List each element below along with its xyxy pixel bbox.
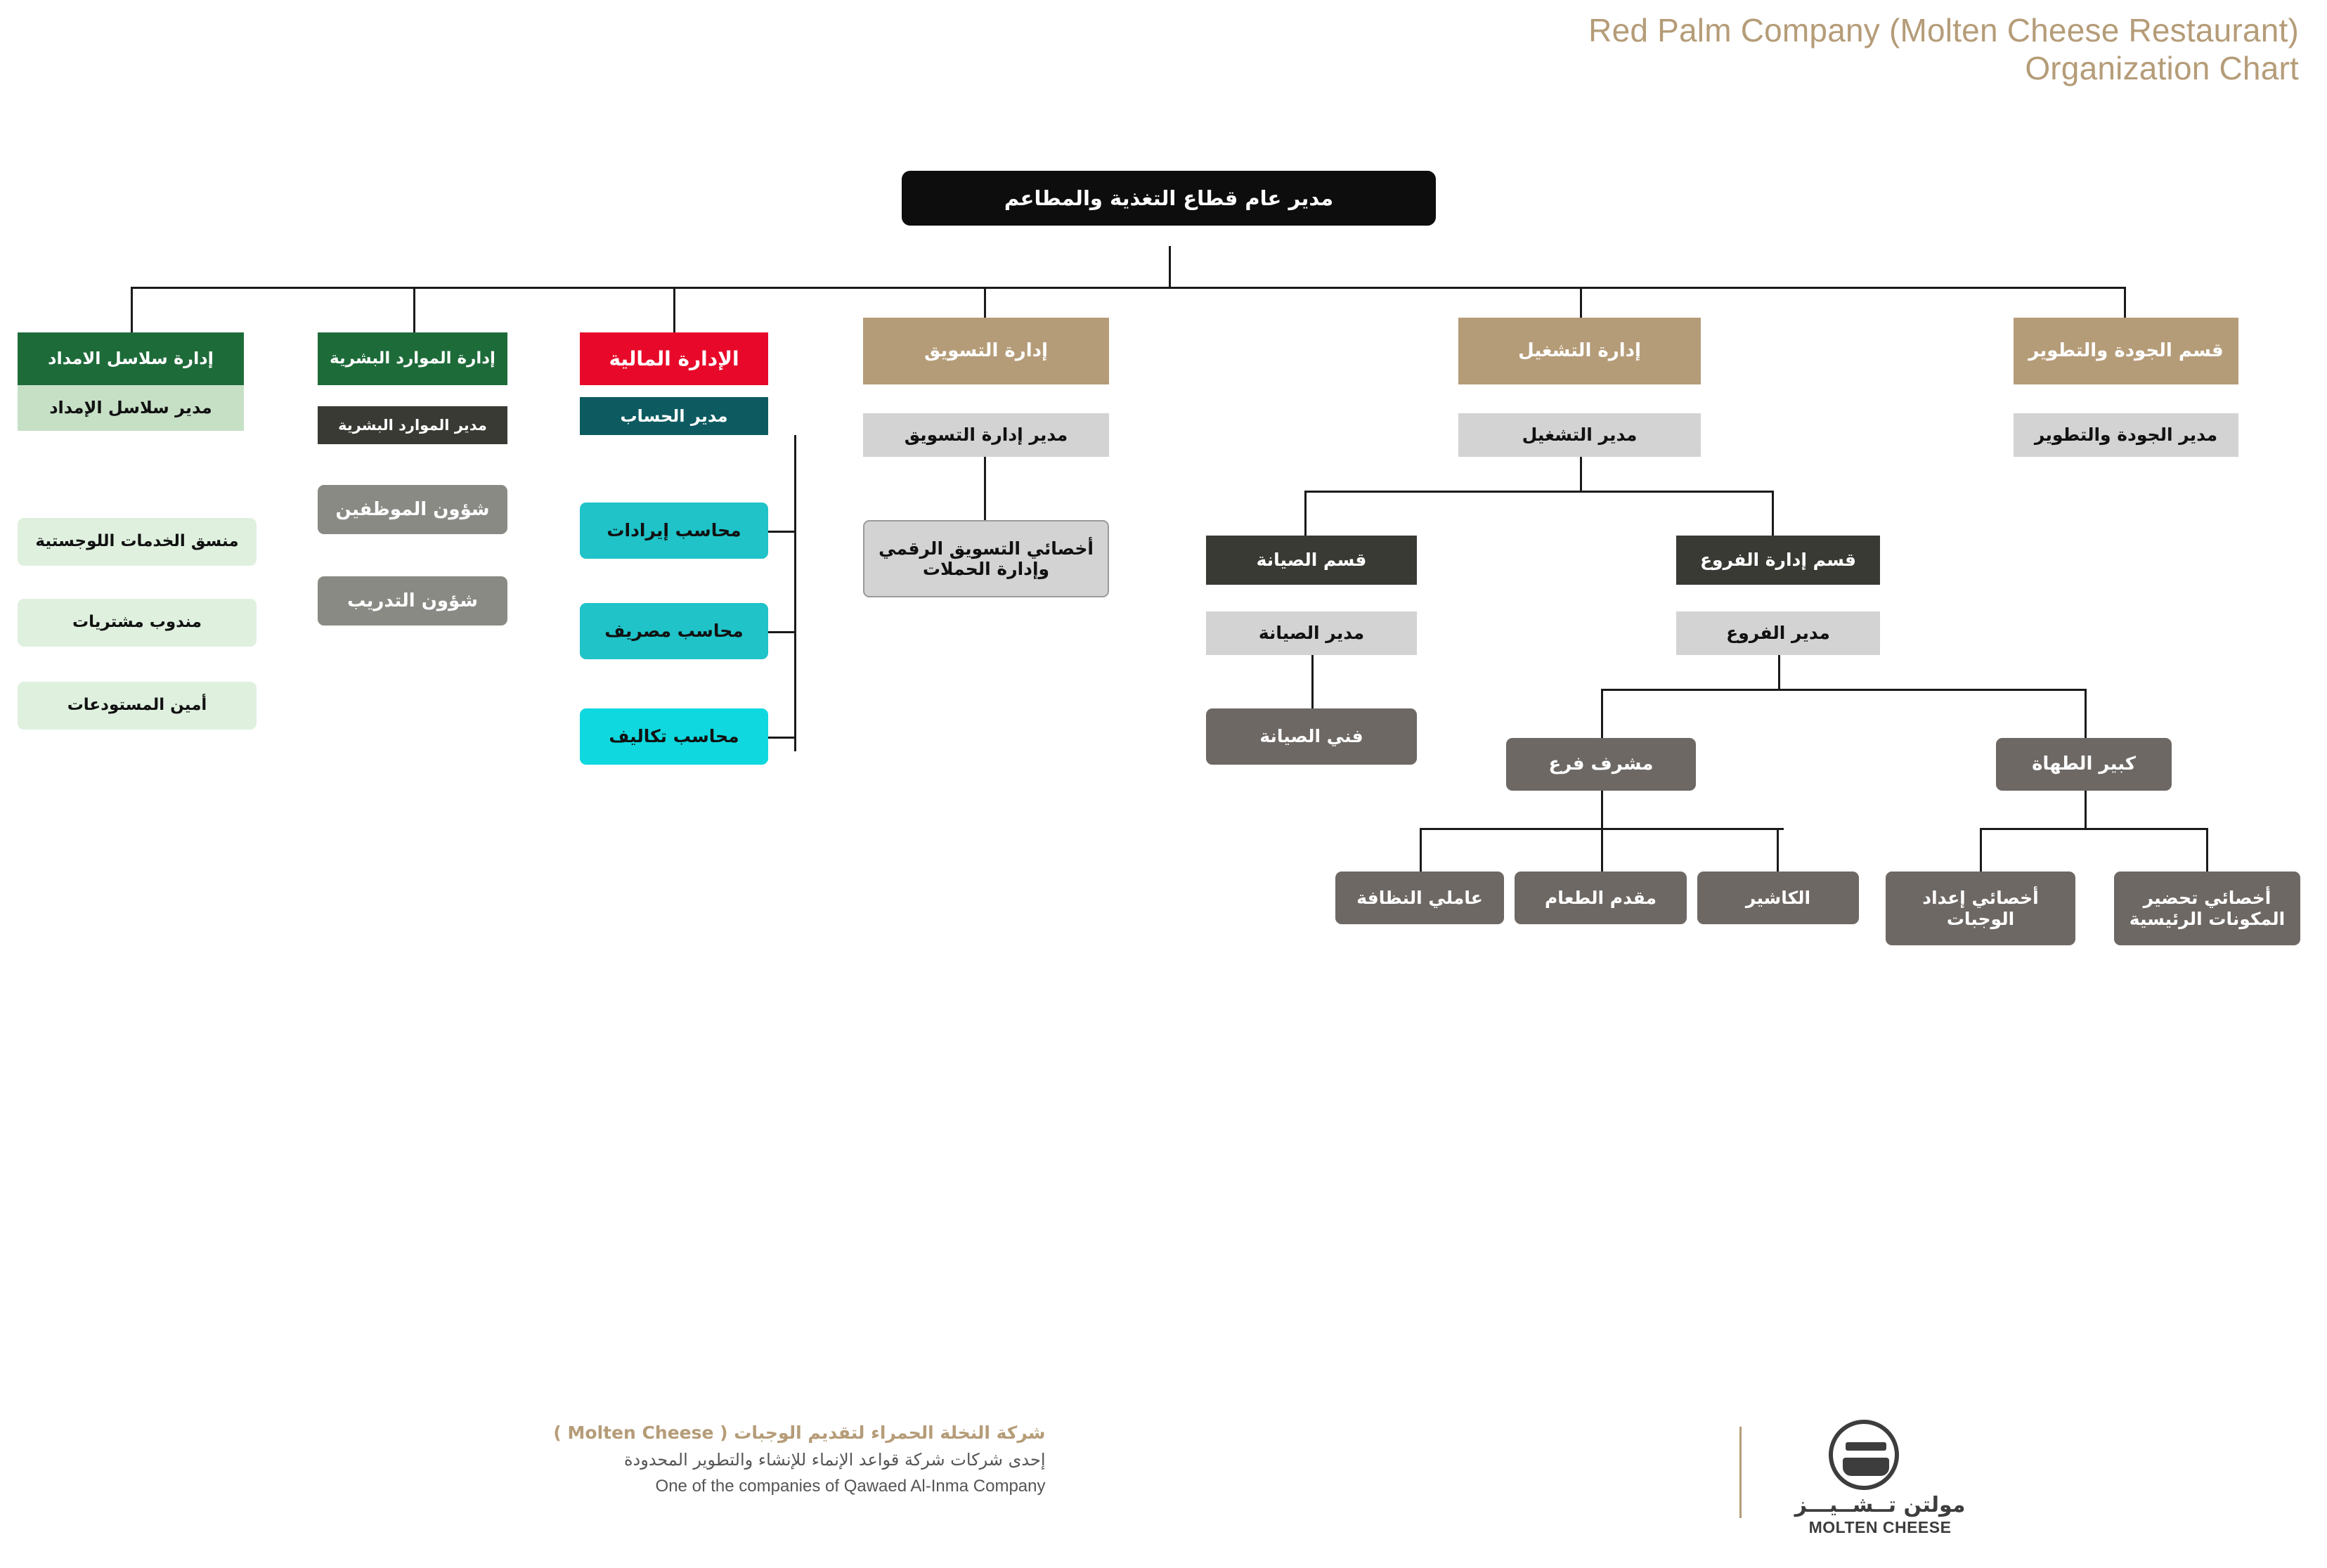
node-ingredient-prep-specialist-label: أخصائي تحضير المكونات الرئيسية [2129,888,2286,929]
footer-line-1: شركة النخلة الحمراء لتقديم الوجبات ( Molten Cheese ) [553,1423,1046,1443]
section-maintenance-manager-label: مدير الصيانة [1258,623,1365,644]
dept-marketing-header-label: إدارة التسويق [924,340,1048,362]
footer-text-block [553,1420,1045,1499]
node-food-server-label: مقدم الطعام [1544,887,1657,908]
title-line-1: Red Palm Company (Molten Cheese Restaurant) [1588,12,2299,48]
connector-branches-bus [1601,689,2085,691]
section-maintenance-header-label: قسم الصيانة [1256,550,1367,571]
dept-supply-child-1[interactable] [18,518,257,566]
dept-finance-header-label: الإدارة المالية [609,346,739,370]
dept-hr-child-2[interactable] [318,576,507,626]
dept-operations-header-label: إدارة التشغيل [1518,340,1641,362]
brand-logo [1778,1420,1982,1536]
dept-quality-header[interactable] [2014,318,2238,384]
section-maintenance-header[interactable] [1206,536,1417,585]
node-branch-supervisor[interactable] [1506,738,1696,791]
node-cashier-label: الكاشير [1745,887,1811,908]
logo-english-label: MOLTEN CHEESE [1808,1518,1952,1536]
dept-hr-header[interactable] [318,332,507,385]
node-ingredient-prep-specialist[interactable] [2114,872,2300,945]
connector-branches-chef [2085,689,2087,738]
dept-operations-manager-label: مدير التشغيل [1522,425,1638,446]
dept-operations-manager[interactable] [1458,413,1701,457]
section-maintenance-child-1-label: فني الصيانة [1259,726,1363,747]
connector-ops-branches [1772,491,1774,536]
dept-quality-header-label: قسم الجودة والتطوير [2028,340,2224,362]
connector-finance-2 [766,631,796,633]
section-maintenance-manager[interactable] [1206,611,1417,655]
dept-marketing-child-1-label: أخصائي التسويق الرقمي وإدارة الحملات [879,538,1094,579]
node-cleaning-staff[interactable] [1335,872,1504,924]
node-meal-prep-specialist[interactable] [1886,872,2075,945]
section-branches-header[interactable] [1676,536,1880,585]
connector-finance-3 [766,737,796,739]
dept-finance-child-1[interactable] [580,503,768,559]
connector-chef-bus [1980,828,2206,830]
dept-finance-manager-label: مدير الحساب [620,406,728,426]
dept-marketing-manager[interactable] [863,413,1109,457]
dept-hr-manager-label: مدير الموارد البشرية [338,416,487,434]
node-cashier[interactable] [1697,872,1859,924]
connector-finance-spine [794,435,796,751]
connector-top-bus [131,287,2124,289]
dept-hr-manager[interactable] [318,406,507,444]
dept-marketing-manager-label: مدير إدارة التسويق [904,425,1068,446]
connector-supervisor-c3 [1777,828,1779,872]
node-food-server[interactable] [1515,872,1687,924]
dept-finance-child-3-label: محاسب تكاليف [609,726,739,747]
node-head-chef-label: كبير الطهاة [2032,753,2136,775]
node-head-chef[interactable] [1996,738,2172,791]
dept-finance-child-1-label: محاسب إيرادات [607,520,741,541]
section-branches-manager[interactable] [1676,611,1880,655]
logo-arabic-label: مولتن تــشــيـــز [1794,1493,1966,1517]
dept-supply-child-1-label: منسق الخدمات اللوجستية [35,532,239,551]
connector-drop-finance [673,287,675,332]
connector-branches-supervisor [1601,689,1603,738]
dept-finance-child-3[interactable] [580,708,768,765]
dept-hr-child-1-label: شؤون الموظفين [335,498,490,520]
connector-ops-bus [1304,491,1773,493]
connector-supervisor-c1 [1420,828,1422,872]
burger-logo-icon [1829,1420,1899,1490]
connector-ops-down [1580,457,1582,492]
section-branches-manager-label: مدير الفروع [1726,623,1830,644]
connector-chef-down [2085,791,2087,829]
dept-hr-header-label: إدارة الموارد البشرية [330,349,495,368]
dept-hr-child-1[interactable] [318,485,507,534]
dept-marketing-header[interactable] [863,318,1109,384]
dept-finance-header[interactable] [580,332,768,385]
connector-root-down [1169,246,1171,288]
connector-marketing-down [984,457,986,524]
dept-supply-manager[interactable] [18,385,244,431]
node-meal-prep-specialist-label: أخصائي إعداد الوجبات [1922,888,2039,929]
dept-marketing-child-1[interactable] [863,520,1109,597]
dept-supply-header[interactable] [18,332,244,385]
dept-supply-child-3-label: أمين المستودعات [67,696,207,715]
dept-supply-child-2[interactable] [18,599,257,647]
dept-operations-header[interactable] [1458,318,1701,384]
connector-supervisor-down [1601,791,1603,829]
dept-quality-manager[interactable] [2014,413,2238,457]
node-root[interactable] [902,171,1436,226]
dept-supply-header-label: إدارة سلاسل الامداد [48,349,214,369]
connector-maint-down [1311,655,1314,711]
connector-branches-down [1778,655,1780,690]
connector-chef-c2 [2206,828,2208,872]
connector-ops-maint [1304,491,1307,536]
dept-supply-child-3[interactable] [18,682,257,730]
connector-drop-hr [413,287,415,332]
dept-supply-manager-label: مدير سلاسل الإمداد [49,398,212,418]
dept-finance-manager[interactable] [580,397,768,435]
dept-finance-child-2-label: محاسب مصريف [604,621,744,642]
node-cleaning-staff-label: عاملي النظافة [1356,887,1483,908]
connector-drop-supply [131,287,133,332]
title-line-2: Organization Chart [2025,50,2299,87]
connector-finance-1 [766,531,796,533]
section-branches-header-label: قسم إدارة الفروع [1699,550,1857,571]
page-title [1588,11,2299,88]
footer-line-2: إحدى شركات شركة قواعد الإنماء للإنشاء والتطوير المحدودة [623,1449,1046,1470]
footer-divider [1739,1427,1742,1518]
dept-supply-child-2-label: مندوب مشتريات [72,613,202,632]
footer-line-3: One of the companies of Qawaed Al-Inma Company [655,1476,1046,1496]
node-branch-supervisor-label: مشرف فرع [1548,753,1654,775]
section-maintenance-child-1[interactable] [1206,708,1417,765]
dept-quality-manager-label: مدير الجودة والتطوير [2034,425,2218,446]
node-root-label: مدير عام قطاع التغذية والمطاعم [1004,186,1334,210]
connector-chef-c1 [1980,828,1982,872]
dept-hr-child-2-label: شؤون التدريب [347,590,478,611]
connector-supervisor-c2 [1601,828,1603,872]
dept-finance-child-2[interactable] [580,603,768,659]
